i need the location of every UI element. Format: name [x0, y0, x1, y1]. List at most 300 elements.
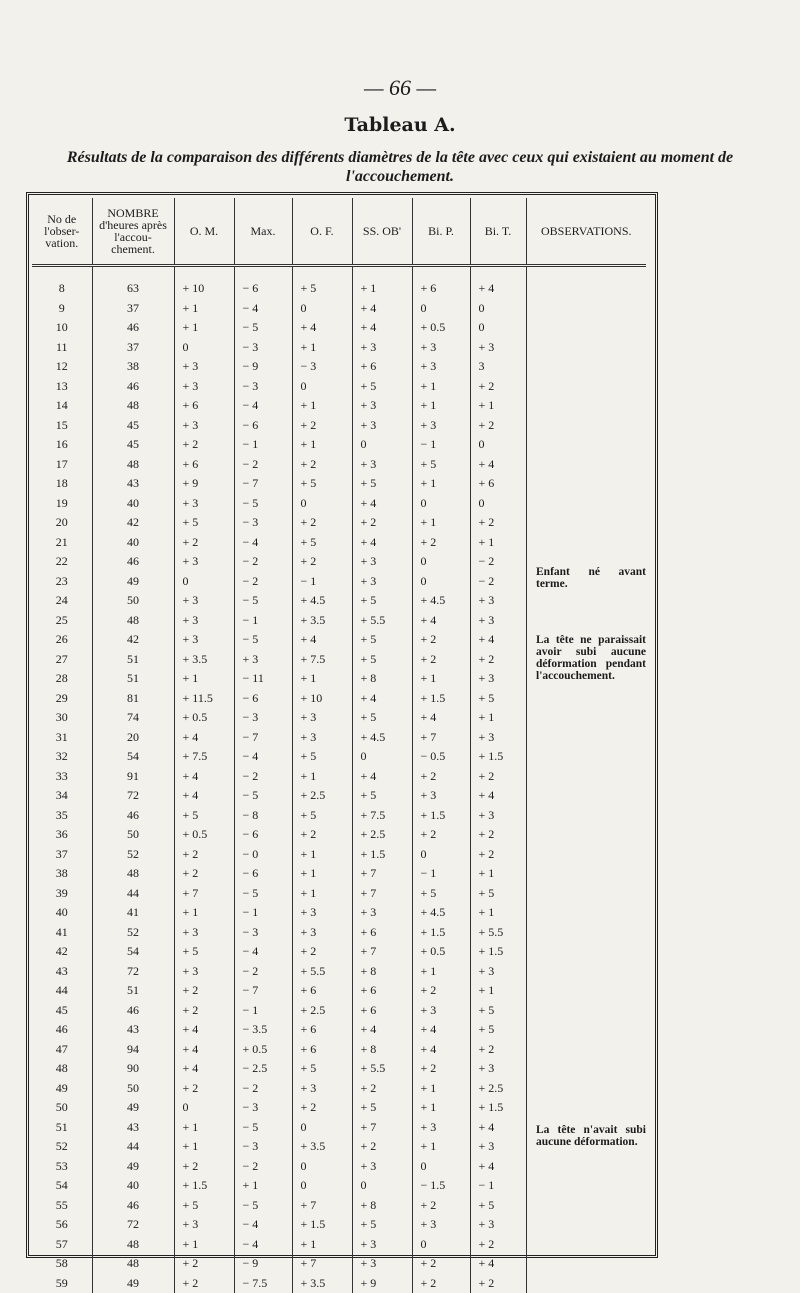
cell-hours: 46 — [92, 377, 174, 397]
table-row — [32, 981, 646, 1001]
table-row — [32, 377, 646, 397]
cell-om: + 4 — [174, 728, 234, 748]
table-row — [32, 747, 646, 767]
table-row — [32, 845, 646, 865]
cell-om: + 5 — [174, 513, 234, 533]
cell-ssob: + 5 — [352, 1098, 412, 1118]
cell-no: 13 — [32, 377, 92, 397]
table-row — [32, 1040, 646, 1060]
header-max: Max. — [234, 198, 292, 266]
cell-of: + 6 — [292, 1040, 352, 1060]
cell-bip: + 3 — [412, 357, 470, 377]
cell-observation — [526, 689, 646, 709]
cell-hours: 46 — [92, 1196, 174, 1216]
cell-max: − 3 — [234, 708, 292, 728]
header-of: O. F. — [292, 198, 352, 266]
cell-no: 50 — [32, 1098, 92, 1118]
cell-om: + 3 — [174, 377, 234, 397]
cell-max: − 3 — [234, 1137, 292, 1157]
cell-no: 45 — [32, 1001, 92, 1021]
cell-observation — [526, 299, 646, 319]
cell-hours: 91 — [92, 767, 174, 787]
cell-of: + 1 — [292, 864, 352, 884]
cell-bip: + 1.5 — [412, 806, 470, 826]
cell-bit: 0 — [470, 435, 526, 455]
cell-observation — [526, 884, 646, 904]
cell-bip: + 1 — [412, 1079, 470, 1099]
cell-ssob: + 5 — [352, 377, 412, 397]
cell-of: + 2 — [292, 513, 352, 533]
cell-no: 30 — [32, 708, 92, 728]
cell-om: + 6 — [174, 396, 234, 416]
cell-no: 23 — [32, 572, 92, 592]
table-row — [32, 962, 646, 982]
cell-observation — [526, 1215, 646, 1235]
cell-ssob: + 5.5 — [352, 611, 412, 631]
cell-max: − 5 — [234, 591, 292, 611]
cell-no: 11 — [32, 338, 92, 358]
cell-ssob: + 4 — [352, 318, 412, 338]
cell-no: 42 — [32, 942, 92, 962]
cell-hours: 54 — [92, 747, 174, 767]
cell-ssob: + 5 — [352, 1215, 412, 1235]
cell-bit: + 1.5 — [470, 1098, 526, 1118]
table-row — [32, 903, 646, 923]
cell-bip: − 1 — [412, 435, 470, 455]
cell-hours: 72 — [92, 962, 174, 982]
cell-max: − 5 — [234, 786, 292, 806]
cell-bit: + 5 — [470, 1020, 526, 1040]
cell-bit: + 2 — [470, 1274, 526, 1293]
table-row — [32, 825, 646, 845]
table-row — [32, 1254, 646, 1274]
cell-hours: 49 — [92, 1098, 174, 1118]
cell-ssob: + 3 — [352, 396, 412, 416]
cell-hours: 40 — [92, 533, 174, 553]
cell-max: − 6 — [234, 416, 292, 436]
cell-observation — [526, 903, 646, 923]
cell-bip: + 3 — [412, 786, 470, 806]
cell-bit: − 2 — [470, 572, 526, 592]
cell-ssob: + 7 — [352, 884, 412, 904]
cell-ssob: + 4 — [352, 533, 412, 553]
cell-hours: 43 — [92, 1118, 174, 1138]
cell-no: 28 — [32, 669, 92, 689]
cell-of: + 7 — [292, 1196, 352, 1216]
cell-om: 0 — [174, 572, 234, 592]
cell-no: 59 — [32, 1274, 92, 1293]
cell-bit: + 3 — [470, 1137, 526, 1157]
cell-max: − 1 — [234, 435, 292, 455]
cell-om: + 2 — [174, 1157, 234, 1177]
cell-hours: 90 — [92, 1059, 174, 1079]
cell-bip: + 4.5 — [412, 903, 470, 923]
cell-observation — [526, 1176, 646, 1196]
cell-hours: 72 — [92, 786, 174, 806]
cell-bip: 0 — [412, 1157, 470, 1177]
cell-ssob: 0 — [352, 435, 412, 455]
cell-max: − 2 — [234, 767, 292, 787]
cell-bit: 3 — [470, 357, 526, 377]
cell-observation — [526, 1196, 646, 1216]
cell-no: 9 — [32, 299, 92, 319]
cell-no: 20 — [32, 513, 92, 533]
cell-no: 18 — [32, 474, 92, 494]
cell-bit: + 1 — [470, 903, 526, 923]
cell-bit: + 5 — [470, 884, 526, 904]
cell-hours: 48 — [92, 396, 174, 416]
cell-observation — [526, 396, 646, 416]
cell-max: − 5 — [234, 494, 292, 514]
cell-hours: 40 — [92, 1176, 174, 1196]
cell-observation — [526, 767, 646, 787]
cell-bit: + 6 — [470, 474, 526, 494]
cell-observation — [526, 708, 646, 728]
table-row — [32, 708, 646, 728]
cell-no: 52 — [32, 1137, 92, 1157]
cell-bip: + 0.5 — [412, 942, 470, 962]
cell-of: + 2 — [292, 416, 352, 436]
cell-om: + 2 — [174, 1274, 234, 1293]
cell-bit: 0 — [470, 299, 526, 319]
cell-observation — [526, 377, 646, 397]
cell-ssob: + 4 — [352, 767, 412, 787]
cell-bit: + 2 — [470, 767, 526, 787]
table-row — [32, 474, 646, 494]
cell-bip: + 2 — [412, 533, 470, 553]
table-row — [32, 494, 646, 514]
cell-om: + 0.5 — [174, 825, 234, 845]
cell-bit: + 1.5 — [470, 747, 526, 767]
cell-of: + 1 — [292, 884, 352, 904]
cell-observation — [526, 864, 646, 884]
cell-observation — [526, 455, 646, 475]
cell-bit: + 1 — [470, 708, 526, 728]
cell-om: + 1.5 — [174, 1176, 234, 1196]
table-row — [32, 1235, 646, 1255]
cell-observation — [526, 1059, 646, 1079]
cell-of: + 1.5 — [292, 1215, 352, 1235]
cell-of: + 3.5 — [292, 1274, 352, 1293]
cell-bit: + 1 — [470, 864, 526, 884]
cell-of: + 5 — [292, 747, 352, 767]
cell-hours: 37 — [92, 299, 174, 319]
cell-om: + 3 — [174, 591, 234, 611]
cell-ssob: + 6 — [352, 357, 412, 377]
cell-ssob: + 2 — [352, 1137, 412, 1157]
cell-no: 56 — [32, 1215, 92, 1235]
cell-observation — [526, 1274, 646, 1293]
cell-hours: 94 — [92, 1040, 174, 1060]
cell-hours: 48 — [92, 1235, 174, 1255]
cell-ssob: + 5.5 — [352, 1059, 412, 1079]
cell-max: − 2 — [234, 1157, 292, 1177]
table-row — [32, 942, 646, 962]
cell-max: − 5 — [234, 884, 292, 904]
cell-of: + 3 — [292, 923, 352, 943]
cell-no: 38 — [32, 864, 92, 884]
cell-ssob: + 6 — [352, 923, 412, 943]
cell-hours: 48 — [92, 1254, 174, 1274]
cell-max: − 7 — [234, 728, 292, 748]
cell-hours: 38 — [92, 357, 174, 377]
cell-of: − 1 — [292, 572, 352, 592]
cell-of: + 1 — [292, 669, 352, 689]
cell-hours: 40 — [92, 494, 174, 514]
cell-hours: 51 — [92, 981, 174, 1001]
table-row — [32, 513, 646, 533]
cell-max: − 1 — [234, 611, 292, 631]
cell-om: + 3.5 — [174, 650, 234, 670]
header-bit: Bi. T. — [470, 198, 526, 266]
cell-observation — [526, 474, 646, 494]
cell-of: + 7.5 — [292, 650, 352, 670]
cell-no: 15 — [32, 416, 92, 436]
observation-note-no-deformation-2: La tête n'avait subi aucune déformation. — [536, 1124, 646, 1148]
cell-om: + 1 — [174, 299, 234, 319]
cell-ssob: + 2 — [352, 1079, 412, 1099]
cell-bip: + 1 — [412, 669, 470, 689]
cell-bit: + 5 — [470, 1196, 526, 1216]
cell-hours: 42 — [92, 630, 174, 650]
cell-observation — [526, 266, 646, 299]
table-row — [32, 1215, 646, 1235]
cell-observation — [526, 786, 646, 806]
cell-bit: + 2 — [470, 1235, 526, 1255]
cell-ssob: + 9 — [352, 1274, 412, 1293]
cell-no: 47 — [32, 1040, 92, 1060]
cell-no: 36 — [32, 825, 92, 845]
cell-of: + 4.5 — [292, 591, 352, 611]
cell-max: − 3.5 — [234, 1020, 292, 1040]
cell-max: − 5 — [234, 1118, 292, 1138]
cell-of: + 2 — [292, 552, 352, 572]
table-row — [32, 611, 646, 631]
cell-of: 0 — [292, 1118, 352, 1138]
cell-ssob: + 3 — [352, 552, 412, 572]
cell-ssob: + 3 — [352, 1254, 412, 1274]
cell-hours: 52 — [92, 923, 174, 943]
cell-observation — [526, 1079, 646, 1099]
page-number: — 66 — — [0, 75, 800, 101]
cell-om: + 2 — [174, 1079, 234, 1099]
cell-bit: + 1.5 — [470, 942, 526, 962]
cell-ssob: 0 — [352, 1176, 412, 1196]
cell-om: + 5 — [174, 942, 234, 962]
cell-of: + 5 — [292, 266, 352, 299]
table-row — [32, 416, 646, 436]
cell-max: + 1 — [234, 1176, 292, 1196]
cell-max: − 3 — [234, 923, 292, 943]
table-row — [32, 728, 646, 748]
cell-bit: + 4 — [470, 266, 526, 299]
cell-bip: + 4 — [412, 1040, 470, 1060]
cell-bip: + 3 — [412, 338, 470, 358]
cell-observation — [526, 1040, 646, 1060]
table-row — [32, 1176, 646, 1196]
cell-observation — [526, 845, 646, 865]
cell-observation — [526, 728, 646, 748]
cell-of: + 5 — [292, 533, 352, 553]
cell-bip: + 5 — [412, 884, 470, 904]
header-observations: OBSERVATIONS. — [526, 198, 646, 266]
table-row — [32, 786, 646, 806]
cell-om: + 1 — [174, 318, 234, 338]
cell-hours: 51 — [92, 669, 174, 689]
cell-bip: + 4 — [412, 708, 470, 728]
cell-bit: − 2 — [470, 552, 526, 572]
cell-om: + 2 — [174, 981, 234, 1001]
table-row — [32, 299, 646, 319]
cell-max: − 4 — [234, 942, 292, 962]
cell-hours: 48 — [92, 611, 174, 631]
cell-ssob: + 3 — [352, 455, 412, 475]
cell-of: + 2 — [292, 825, 352, 845]
header-om: O. M. — [174, 198, 234, 266]
cell-observation — [526, 513, 646, 533]
cell-observation — [526, 825, 646, 845]
cell-of: + 3.5 — [292, 1137, 352, 1157]
cell-no: 43 — [32, 962, 92, 982]
cell-bip: + 1 — [412, 513, 470, 533]
cell-of: 0 — [292, 377, 352, 397]
cell-hours: 46 — [92, 552, 174, 572]
cell-om: + 2 — [174, 533, 234, 553]
cell-om: + 2 — [174, 845, 234, 865]
cell-bit: + 4 — [470, 455, 526, 475]
cell-observation — [526, 1235, 646, 1255]
cell-om: + 1 — [174, 1235, 234, 1255]
cell-max: − 2 — [234, 572, 292, 592]
cell-of: + 4 — [292, 630, 352, 650]
cell-bip: − 1 — [412, 864, 470, 884]
cell-of: + 5.5 — [292, 962, 352, 982]
cell-ssob: + 7.5 — [352, 806, 412, 826]
cell-ssob: + 1 — [352, 266, 412, 299]
cell-om: 0 — [174, 338, 234, 358]
cell-om: + 3 — [174, 923, 234, 943]
cell-bip: + 1 — [412, 1137, 470, 1157]
cell-om: + 4 — [174, 1059, 234, 1079]
cell-max: + 0.5 — [234, 1040, 292, 1060]
cell-om: + 5 — [174, 806, 234, 826]
cell-max: − 2 — [234, 552, 292, 572]
cell-max: − 11 — [234, 669, 292, 689]
cell-bit: + 2 — [470, 1040, 526, 1060]
cell-om: + 3 — [174, 962, 234, 982]
cell-hours: 50 — [92, 825, 174, 845]
cell-bip: + 1 — [412, 962, 470, 982]
cell-no: 25 — [32, 611, 92, 631]
cell-observation — [526, 1098, 646, 1118]
cell-max: − 9 — [234, 1254, 292, 1274]
cell-bip: + 2 — [412, 1254, 470, 1274]
cell-of: + 1 — [292, 396, 352, 416]
cell-bit: + 3 — [470, 669, 526, 689]
table-row — [32, 357, 646, 377]
header-observation-number: No de l'obser-vation. — [32, 198, 92, 266]
cell-of: 0 — [292, 494, 352, 514]
cell-of: + 6 — [292, 981, 352, 1001]
cell-om: + 10 — [174, 266, 234, 299]
cell-no: 19 — [32, 494, 92, 514]
observation-note-premature: Enfant né avant terme. — [536, 566, 646, 590]
table-subtitle: Résultats de la comparaison des différents diamètres de la tête avec ceux qui existaient au moment de l'accouchement. — [30, 148, 770, 186]
table-row — [32, 1079, 646, 1099]
cell-hours: 72 — [92, 1215, 174, 1235]
cell-max: − 1 — [234, 1001, 292, 1021]
cell-max: − 7.5 — [234, 1274, 292, 1293]
cell-of: + 1 — [292, 1235, 352, 1255]
cell-bip: + 2 — [412, 1059, 470, 1079]
cell-observation — [526, 1020, 646, 1040]
cell-ssob: + 4 — [352, 299, 412, 319]
cell-observation — [526, 923, 646, 943]
cell-no: 27 — [32, 650, 92, 670]
cell-max: − 5 — [234, 630, 292, 650]
cell-ssob: + 7 — [352, 864, 412, 884]
cell-observation — [526, 338, 646, 358]
cell-om: + 3 — [174, 552, 234, 572]
cell-max: − 6 — [234, 689, 292, 709]
cell-bip: 0 — [412, 494, 470, 514]
cell-ssob: + 7 — [352, 1118, 412, 1138]
cell-om: + 3 — [174, 494, 234, 514]
cell-of: + 3 — [292, 903, 352, 923]
cell-om: + 2 — [174, 1254, 234, 1274]
cell-no: 14 — [32, 396, 92, 416]
cell-of: + 4 — [292, 318, 352, 338]
cell-ssob: + 5 — [352, 708, 412, 728]
cell-ssob: + 4 — [352, 1020, 412, 1040]
cell-bip: + 0.5 — [412, 318, 470, 338]
cell-no: 12 — [32, 357, 92, 377]
cell-om: + 1 — [174, 669, 234, 689]
cell-bit: − 1 — [470, 1176, 526, 1196]
cell-bip: + 2 — [412, 825, 470, 845]
cell-of: 0 — [292, 299, 352, 319]
cell-of: + 2.5 — [292, 786, 352, 806]
cell-of: + 3 — [292, 1079, 352, 1099]
cell-no: 22 — [32, 552, 92, 572]
cell-ssob: 0 — [352, 747, 412, 767]
table-row — [32, 396, 646, 416]
cell-observation — [526, 747, 646, 767]
table-row — [32, 1098, 646, 1118]
cell-of: + 3 — [292, 708, 352, 728]
cell-bit: + 4 — [470, 786, 526, 806]
cell-ssob: + 8 — [352, 669, 412, 689]
cell-of: + 2 — [292, 942, 352, 962]
cell-of: + 1 — [292, 435, 352, 455]
cell-ssob: + 2.5 — [352, 825, 412, 845]
cell-of: + 5 — [292, 806, 352, 826]
cell-bip: + 4 — [412, 1020, 470, 1040]
cell-max: − 8 — [234, 806, 292, 826]
cell-hours: 41 — [92, 903, 174, 923]
cell-bip: + 2 — [412, 630, 470, 650]
cell-no: 32 — [32, 747, 92, 767]
cell-bit: + 3 — [470, 806, 526, 826]
cell-bip: 0 — [412, 1235, 470, 1255]
cell-om: + 2 — [174, 435, 234, 455]
cell-bit: + 4 — [470, 1254, 526, 1274]
cell-bip: 0 — [412, 845, 470, 865]
table-row — [32, 1001, 646, 1021]
header-ssob: SS. OB' — [352, 198, 412, 266]
cell-no: 29 — [32, 689, 92, 709]
cell-hours: 63 — [92, 266, 174, 299]
